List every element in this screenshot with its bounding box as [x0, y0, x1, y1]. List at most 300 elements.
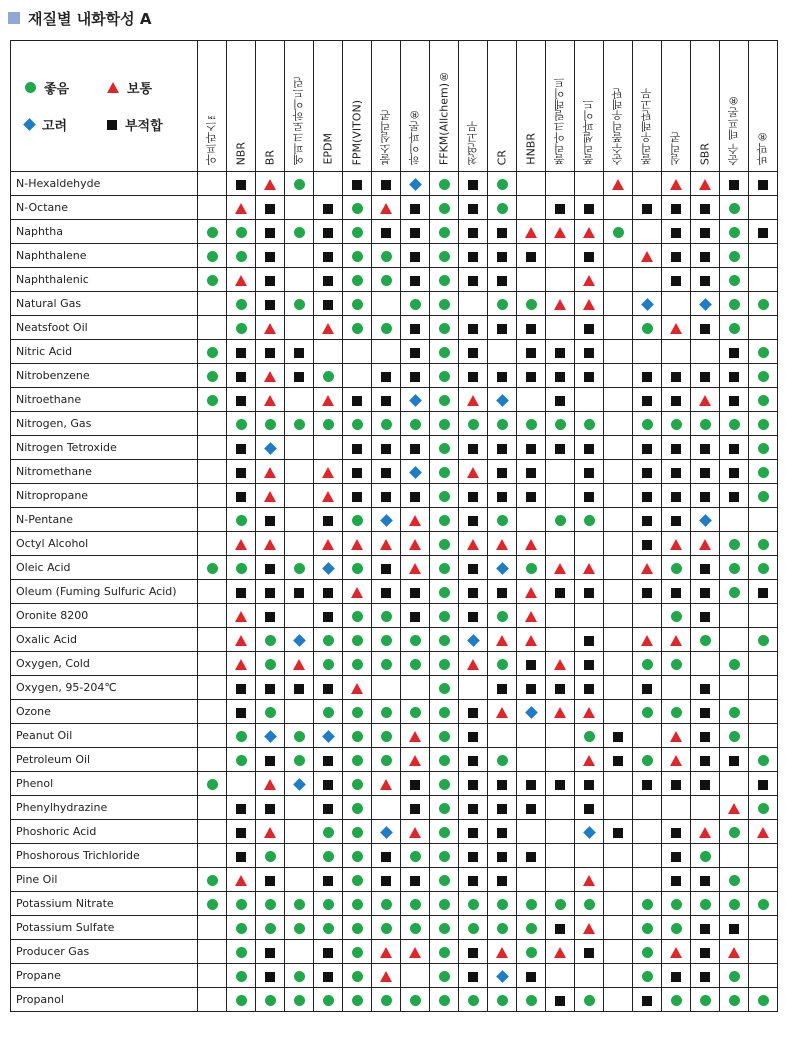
- rating-cell: [749, 964, 778, 988]
- rating-cell: [517, 724, 546, 748]
- rating-cell: [691, 940, 720, 964]
- unsuitable-square-icon: [555, 588, 565, 598]
- legend-label: 고려: [42, 119, 68, 134]
- rating-cell: [227, 820, 256, 844]
- fair-triangle-icon: [264, 491, 276, 502]
- rating-cell: [604, 196, 633, 220]
- good-circle-icon: [352, 803, 363, 814]
- chemical-name: Producer Gas: [11, 940, 198, 964]
- good-circle-icon: [729, 875, 740, 886]
- good-circle-icon: [323, 851, 334, 862]
- rating-cell: [691, 988, 720, 1012]
- unsuitable-square-icon: [642, 996, 652, 1006]
- good-circle-icon: [468, 419, 479, 430]
- good-circle-icon: [439, 179, 450, 190]
- good-circle-icon: [352, 299, 363, 310]
- rating-cell: [285, 340, 314, 364]
- rating-cell: [430, 460, 459, 484]
- rating-cell: [517, 604, 546, 628]
- fair-triangle-icon: [264, 371, 276, 382]
- rating-cell: [546, 868, 575, 892]
- good-circle-icon: [265, 419, 276, 430]
- caution-diamond-icon: [699, 298, 712, 311]
- rating-cell: [285, 652, 314, 676]
- unsuitable-square-icon: [729, 492, 739, 502]
- rating-cell: [749, 604, 778, 628]
- unsuitable-square-icon: [671, 372, 681, 382]
- rating-cell: [749, 388, 778, 412]
- rating-cell: [604, 772, 633, 796]
- rating-cell: [343, 796, 372, 820]
- rating-cell: [575, 844, 604, 868]
- rating-cell: [198, 316, 227, 340]
- material-name: 폴리우레탄고무: [640, 88, 653, 165]
- good-circle-icon: [323, 635, 334, 646]
- table-row: [11, 604, 778, 628]
- fair-triangle-icon: [670, 539, 682, 550]
- material-column-header: [198, 41, 227, 172]
- rating-cell: [633, 292, 662, 316]
- unsuitable-square-icon: [700, 324, 710, 334]
- legend-item-x: [107, 115, 197, 134]
- unsuitable-square-icon: [497, 252, 507, 262]
- table-row: [11, 820, 778, 844]
- good-circle-icon: [439, 899, 450, 910]
- rating-cell: [285, 532, 314, 556]
- good-circle-icon: [439, 755, 450, 766]
- good-circle-icon: [352, 923, 363, 934]
- material-name: 천연고무: [466, 121, 479, 165]
- fair-triangle-icon: [409, 731, 421, 742]
- rating-cell: [198, 460, 227, 484]
- rating-cell: [198, 220, 227, 244]
- material-name: FPM(VITON): [350, 99, 364, 165]
- good-circle-icon: [236, 971, 247, 982]
- rating-cell: [604, 556, 633, 580]
- rating-cell: [691, 964, 720, 988]
- rating-cell: [430, 388, 459, 412]
- good-circle-icon: [700, 419, 711, 430]
- unsuitable-square-icon: [700, 924, 710, 934]
- good-circle-icon: [381, 659, 392, 670]
- rating-cell: [575, 868, 604, 892]
- rating-cell: [430, 532, 459, 556]
- good-circle-icon: [700, 851, 711, 862]
- rating-cell: [546, 532, 575, 556]
- rating-cell: [749, 556, 778, 580]
- unsuitable-square-icon: [642, 588, 652, 598]
- good-circle-icon: [439, 539, 450, 550]
- rating-cell: [488, 772, 517, 796]
- good-circle-icon: [410, 419, 421, 430]
- rating-cell: [343, 820, 372, 844]
- good-circle-icon: [323, 899, 334, 910]
- unsuitable-square-icon: [323, 300, 333, 310]
- chemical-name: Pine Oil: [11, 868, 198, 892]
- rating-cell: [691, 292, 720, 316]
- table-header-row: [11, 41, 778, 172]
- rating-cell: [401, 748, 430, 772]
- rating-cell: [285, 940, 314, 964]
- rating-cell: [575, 748, 604, 772]
- rating-cell: [314, 796, 343, 820]
- rating-cell: [749, 868, 778, 892]
- rating-cell: [314, 772, 343, 796]
- rating-cell: [372, 460, 401, 484]
- unsuitable-square-icon: [729, 756, 739, 766]
- good-circle-icon: [758, 755, 769, 766]
- rating-cell: [343, 652, 372, 676]
- rating-cell: [575, 988, 604, 1012]
- table-row: [11, 172, 778, 196]
- rating-cell: [604, 268, 633, 292]
- good-circle-icon: [207, 779, 218, 790]
- rating-cell: [720, 652, 749, 676]
- rating-cell: [285, 964, 314, 988]
- rating-cell: [604, 292, 633, 316]
- unsuitable-square-icon: [497, 828, 507, 838]
- good-circle-icon: [497, 515, 508, 526]
- rating-cell: [633, 916, 662, 940]
- rating-cell: [285, 364, 314, 388]
- unsuitable-square-icon: [671, 516, 681, 526]
- good-circle-icon: [207, 251, 218, 262]
- good-circle-icon: [758, 491, 769, 502]
- unsuitable-square-icon: [555, 996, 565, 1006]
- rating-cell: [459, 652, 488, 676]
- rating-cell: [314, 628, 343, 652]
- fair-triangle-icon: [583, 299, 595, 310]
- unsuitable-square-icon: [265, 684, 275, 694]
- rating-cell: [488, 316, 517, 340]
- unsuitable-square-icon: [497, 780, 507, 790]
- unsuitable-square-icon: [236, 852, 246, 862]
- good-circle-icon: [758, 467, 769, 478]
- rating-cell: [430, 340, 459, 364]
- unsuitable-square-icon: [584, 444, 594, 454]
- rating-cell: [517, 916, 546, 940]
- good-circle-icon: [555, 419, 566, 430]
- good-circle-icon: [323, 827, 334, 838]
- rating-cell: [285, 244, 314, 268]
- fair-triangle-icon: [322, 323, 334, 334]
- unsuitable-square-icon: [497, 228, 507, 238]
- rating-cell: [401, 580, 430, 604]
- rating-cell: [372, 988, 401, 1012]
- good-circle-icon: [642, 419, 653, 430]
- rating-cell: [227, 292, 256, 316]
- rating-cell: [314, 532, 343, 556]
- rating-cell: [343, 316, 372, 340]
- good-circle-icon: [352, 731, 363, 742]
- rating-cell: [256, 988, 285, 1012]
- fair-triangle-icon: [583, 755, 595, 766]
- good-circle-icon: [381, 995, 392, 1006]
- fair-triangle-icon: [380, 203, 392, 214]
- title-bullet-icon: [8, 12, 20, 24]
- legend-item-c: [25, 115, 107, 134]
- rating-cell: [314, 340, 343, 364]
- rating-cell: [256, 628, 285, 652]
- unsuitable-square-icon: [700, 204, 710, 214]
- rating-cell: [517, 460, 546, 484]
- material-column-header: [459, 41, 488, 172]
- rating-cell: [372, 964, 401, 988]
- rating-cell: [546, 196, 575, 220]
- rating-cell: [720, 484, 749, 508]
- rating-cell: [372, 508, 401, 532]
- good-circle-icon: [497, 899, 508, 910]
- good-circle-icon: [526, 899, 537, 910]
- rating-cell: [575, 916, 604, 940]
- rating-cell: [720, 196, 749, 220]
- unsuitable-square-icon: [584, 348, 594, 358]
- unsuitable-square-icon: [758, 228, 768, 238]
- rating-cell: [227, 868, 256, 892]
- good-circle-icon: [352, 275, 363, 286]
- rating-cell: [633, 772, 662, 796]
- title-bar: [8, 8, 151, 28]
- rating-cell: [517, 172, 546, 196]
- rating-cell: [401, 988, 430, 1012]
- rating-cell: [604, 988, 633, 1012]
- rating-cell: [430, 748, 459, 772]
- unsuitable-square-icon: [352, 468, 362, 478]
- good-circle-icon: [236, 227, 247, 238]
- rating-cell: [575, 892, 604, 916]
- rating-cell: [401, 436, 430, 460]
- rating-cell: [546, 388, 575, 412]
- good-circle-icon: [671, 563, 682, 574]
- rating-cell: [633, 508, 662, 532]
- rating-cell: [227, 604, 256, 628]
- good-circle-icon: [584, 419, 595, 430]
- unsuitable-square-icon: [236, 804, 246, 814]
- unsuitable-square-icon: [410, 612, 420, 622]
- rating-cell: [285, 628, 314, 652]
- unsuitable-square-icon: [497, 684, 507, 694]
- material-column-header: [691, 41, 720, 172]
- rating-cell: [604, 580, 633, 604]
- unsuitable-square-icon: [381, 396, 391, 406]
- rating-cell: [343, 844, 372, 868]
- unsuitable-square-icon: [526, 252, 536, 262]
- unsuitable-square-icon: [323, 612, 333, 622]
- rating-cell: [720, 244, 749, 268]
- rating-cell: [285, 676, 314, 700]
- unsuitable-square-icon: [642, 372, 652, 382]
- unsuitable-square-icon: [323, 252, 333, 262]
- material-column-header: [546, 41, 575, 172]
- rating-cell: [575, 652, 604, 676]
- unsuitable-square-icon: [584, 204, 594, 214]
- chemical-name: Phoshorous Trichloride: [11, 844, 198, 868]
- unsuitable-square-icon: [671, 492, 681, 502]
- rating-cell: [314, 892, 343, 916]
- good-circle-icon: [497, 995, 508, 1006]
- material-column-header: [720, 41, 749, 172]
- rating-cell: [198, 820, 227, 844]
- fair-triangle-icon: [583, 707, 595, 718]
- rating-cell: [256, 268, 285, 292]
- unsuitable-square-icon: [381, 492, 391, 502]
- good-circle-icon: [294, 899, 305, 910]
- unsuitable-square-icon: [584, 492, 594, 502]
- rating-cell: [749, 292, 778, 316]
- rating-cell: [227, 676, 256, 700]
- unsuitable-square-icon: [584, 252, 594, 262]
- rating-cell: [256, 892, 285, 916]
- rating-cell: [546, 292, 575, 316]
- good-circle-icon: [439, 347, 450, 358]
- fair-triangle-icon: [409, 515, 421, 526]
- rating-cell: [372, 676, 401, 700]
- unsuitable-square-icon: [107, 120, 117, 130]
- rating-cell: [459, 412, 488, 436]
- good-circle-icon: [323, 371, 334, 382]
- unsuitable-square-icon: [410, 876, 420, 886]
- unsuitable-square-icon: [613, 732, 623, 742]
- rating-cell: [662, 508, 691, 532]
- unsuitable-square-icon: [381, 468, 391, 478]
- fair-triangle-icon: [496, 539, 508, 550]
- rating-cell: [488, 820, 517, 844]
- good-circle-icon: [207, 875, 218, 886]
- rating-cell: [285, 220, 314, 244]
- chemical-name: Naphthalenic: [11, 268, 198, 292]
- unsuitable-square-icon: [526, 852, 536, 862]
- rating-cell: [459, 916, 488, 940]
- good-circle-icon: [439, 443, 450, 454]
- rating-cell: [488, 724, 517, 748]
- chemical-name: Potassium Nitrate: [11, 892, 198, 916]
- rating-cell: [227, 940, 256, 964]
- fair-triangle-icon: [583, 227, 595, 238]
- rating-cell: [430, 868, 459, 892]
- table-row: [11, 292, 778, 316]
- good-circle-icon: [236, 755, 247, 766]
- unsuitable-square-icon: [700, 780, 710, 790]
- rating-cell: [198, 364, 227, 388]
- chemical-name: Oronite 8200: [11, 604, 198, 628]
- fair-triangle-icon: [670, 731, 682, 742]
- rating-cell: [314, 172, 343, 196]
- good-circle-icon: [439, 515, 450, 526]
- rating-cell: [256, 820, 285, 844]
- rating-cell: [546, 604, 575, 628]
- rating-cell: [604, 940, 633, 964]
- good-circle-icon: [265, 659, 276, 670]
- rating-cell: [256, 220, 285, 244]
- rating-cell: [285, 820, 314, 844]
- good-circle-icon: [526, 947, 537, 958]
- fair-triangle-icon: [554, 659, 566, 670]
- unsuitable-square-icon: [410, 444, 420, 454]
- good-circle-icon: [265, 899, 276, 910]
- unsuitable-square-icon: [526, 804, 536, 814]
- unsuitable-square-icon: [352, 444, 362, 454]
- material-name: 불소실리콘: [379, 110, 392, 165]
- rating-cell: [430, 436, 459, 460]
- rating-cell: [604, 508, 633, 532]
- good-circle-icon: [410, 923, 421, 934]
- unsuitable-square-icon: [497, 588, 507, 598]
- unsuitable-square-icon: [526, 348, 536, 358]
- rating-cell: [401, 412, 430, 436]
- rating-cell: [720, 436, 749, 460]
- unsuitable-square-icon: [526, 468, 536, 478]
- rating-cell: [256, 436, 285, 460]
- material-name: EPDM: [321, 133, 335, 165]
- good-circle-icon: [700, 635, 711, 646]
- material-column-header: [256, 41, 285, 172]
- rating-cell: [749, 484, 778, 508]
- good-circle-icon: [758, 899, 769, 910]
- rating-cell: [662, 316, 691, 340]
- good-circle-icon: [555, 899, 566, 910]
- rating-cell: [488, 196, 517, 220]
- unsuitable-square-icon: [555, 348, 565, 358]
- unsuitable-square-icon: [294, 684, 304, 694]
- rating-cell: [517, 628, 546, 652]
- material-name: 에피크로하이드린: [292, 77, 305, 165]
- rating-cell: [343, 388, 372, 412]
- rating-cell: [372, 700, 401, 724]
- rating-cell: [488, 244, 517, 268]
- rating-cell: [372, 748, 401, 772]
- legend-label: 보통: [127, 82, 153, 97]
- good-circle-icon: [526, 995, 537, 1006]
- rating-cell: [430, 916, 459, 940]
- good-circle-icon: [352, 515, 363, 526]
- fair-triangle-icon: [235, 539, 247, 550]
- rating-cell: [430, 676, 459, 700]
- rating-cell: [633, 892, 662, 916]
- chemical-name: Neatsfoot Oil: [11, 316, 198, 340]
- rating-cell: [256, 292, 285, 316]
- rating-cell: [343, 460, 372, 484]
- good-circle-icon: [294, 227, 305, 238]
- table-row: [11, 484, 778, 508]
- caution-diamond-icon: [496, 970, 509, 983]
- rating-cell: [401, 220, 430, 244]
- unsuitable-square-icon: [265, 276, 275, 286]
- rating-cell: [488, 604, 517, 628]
- rating-cell: [604, 484, 633, 508]
- rating-cell: [459, 196, 488, 220]
- rating-cell: [459, 772, 488, 796]
- rating-cell: [430, 220, 459, 244]
- rating-cell: [488, 964, 517, 988]
- unsuitable-square-icon: [410, 276, 420, 286]
- unsuitable-square-icon: [381, 372, 391, 382]
- rating-cell: [662, 964, 691, 988]
- rating-cell: [488, 364, 517, 388]
- rating-cell: [691, 772, 720, 796]
- rating-cell: [517, 964, 546, 988]
- fair-triangle-icon: [322, 491, 334, 502]
- good-circle-icon: [439, 803, 450, 814]
- rating-cell: [343, 436, 372, 460]
- caution-diamond-icon: [322, 562, 335, 575]
- fair-triangle-icon: [525, 611, 537, 622]
- unsuitable-square-icon: [584, 780, 594, 790]
- unsuitable-square-icon: [671, 588, 681, 598]
- table-row: [11, 724, 778, 748]
- good-circle-icon: [671, 995, 682, 1006]
- rating-cell: [314, 412, 343, 436]
- rating-cell: [256, 748, 285, 772]
